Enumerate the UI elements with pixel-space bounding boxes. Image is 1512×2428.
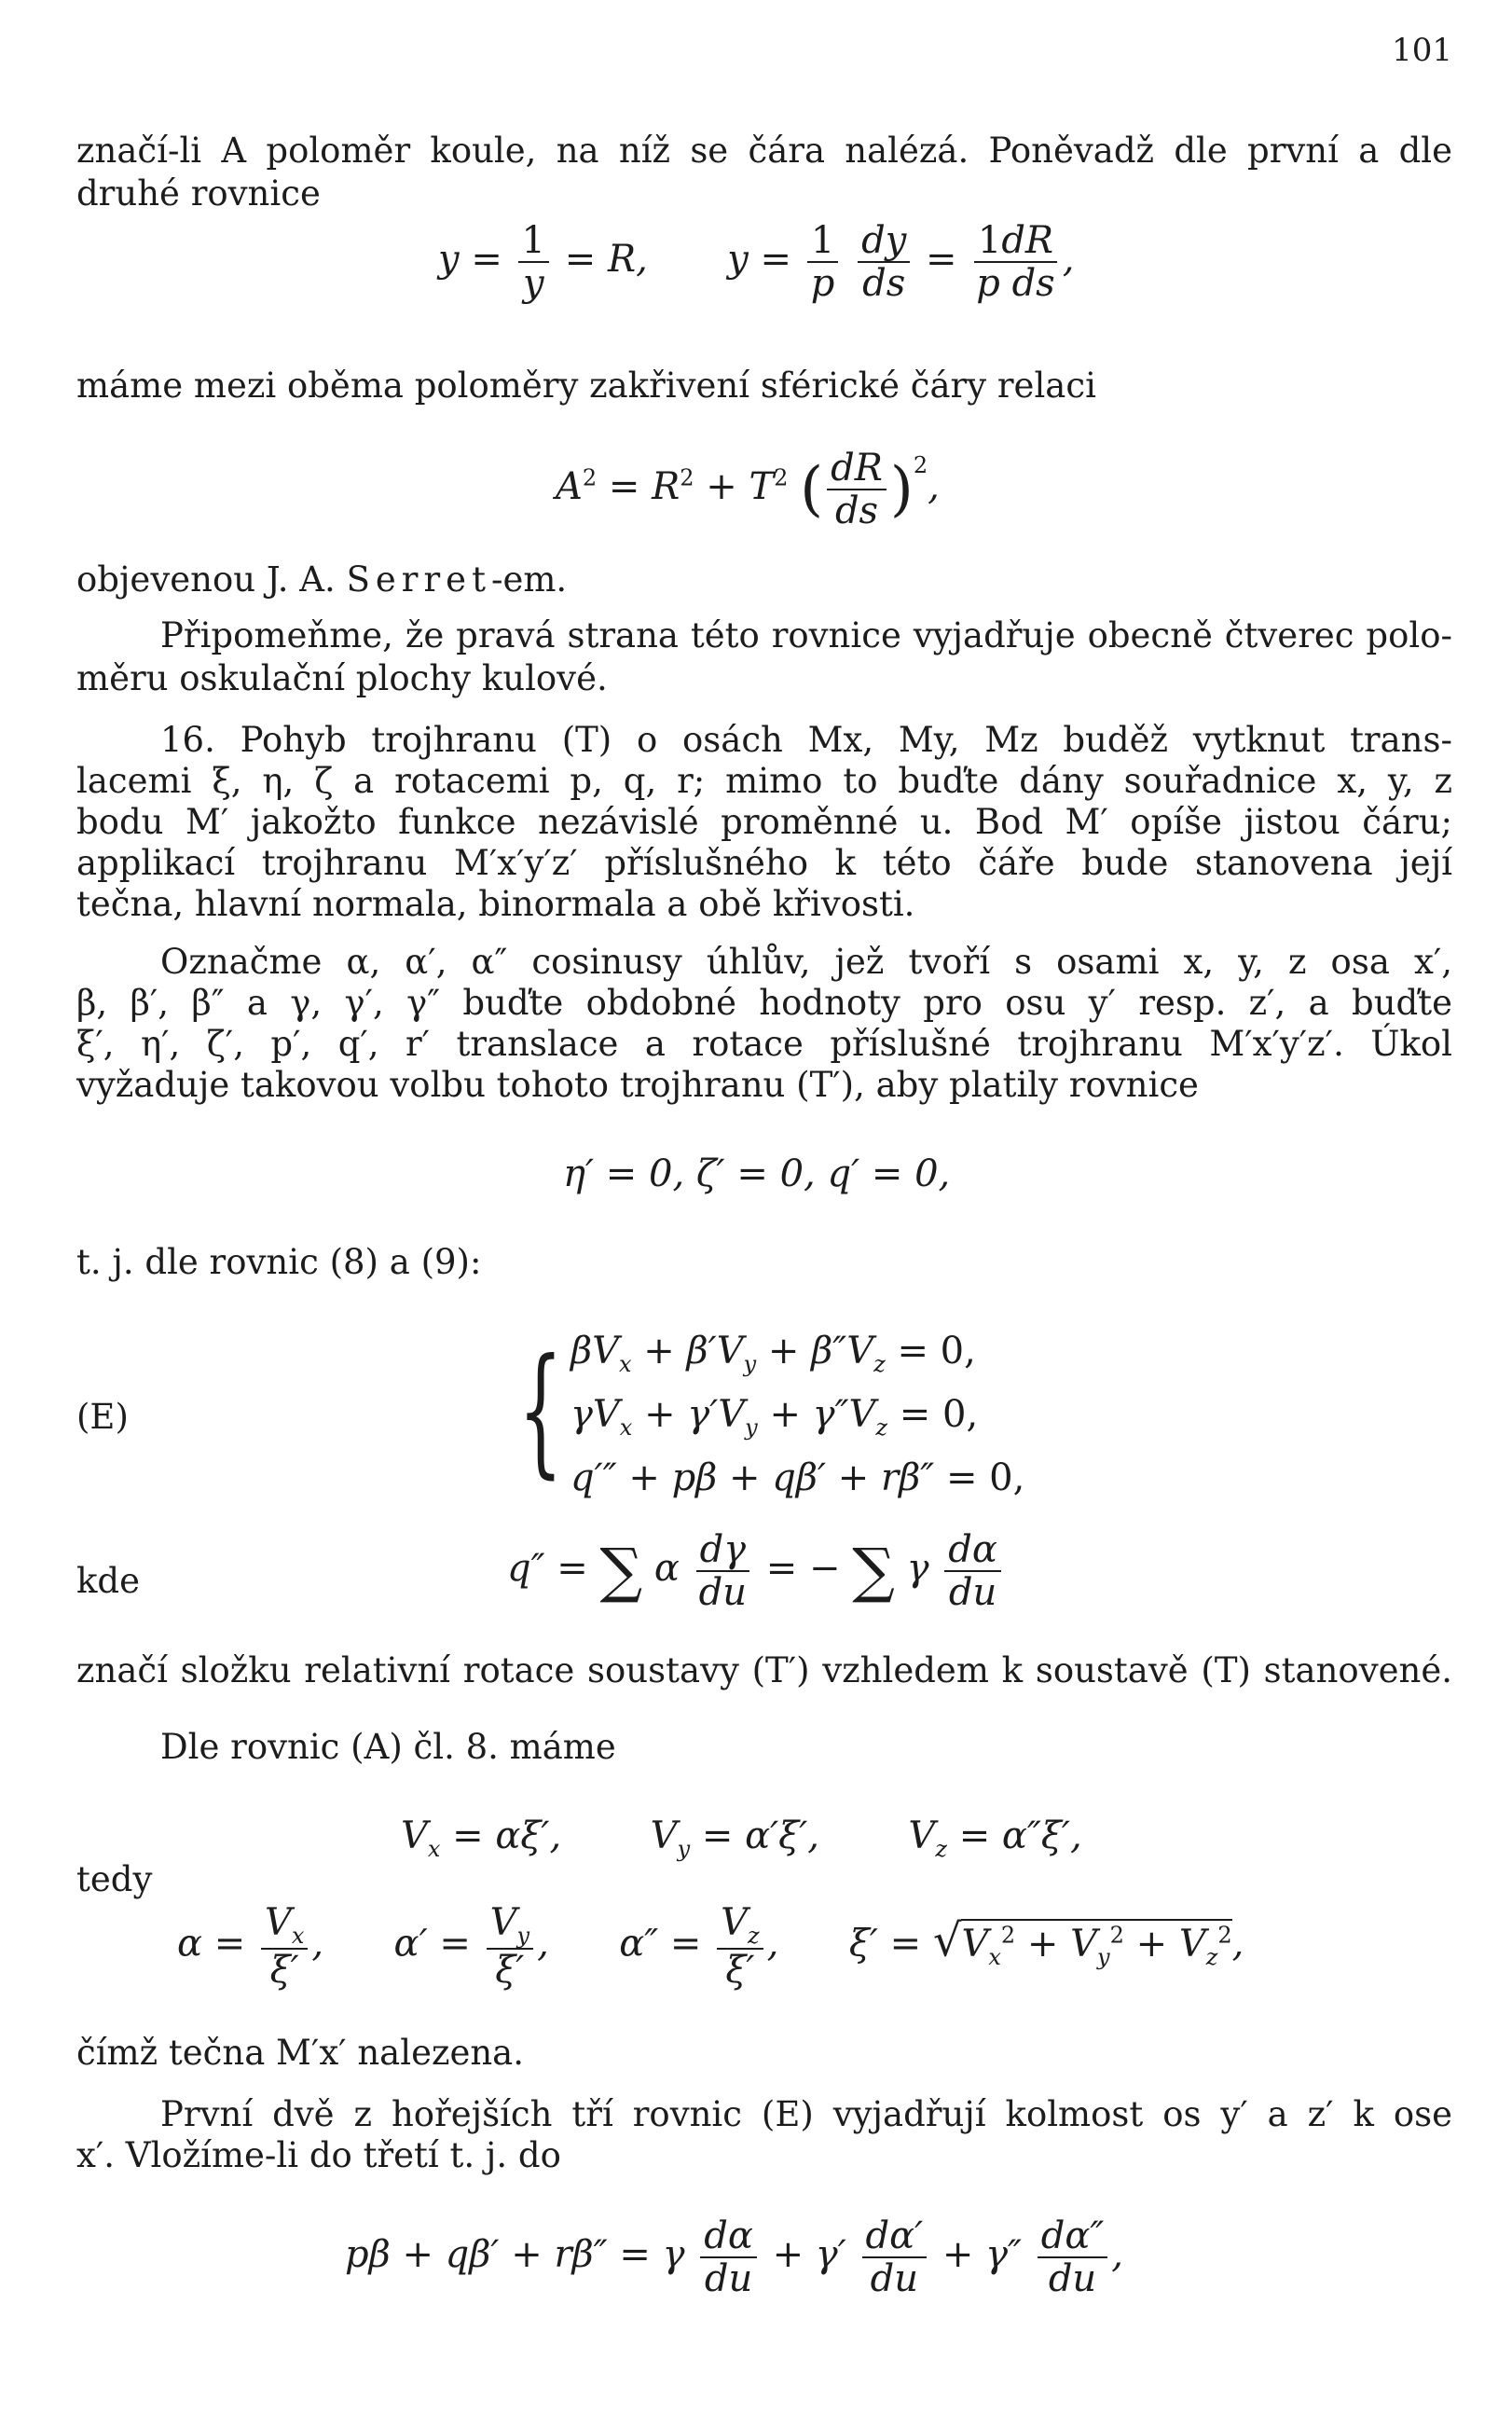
text-line: Dle rovnic (A) čl. 8. máme: [160, 1727, 616, 1767]
label-tedy: tedy: [76, 1859, 153, 1899]
equation-direction-cosines: α = $\frac{V_x}{\xi'}$ , α′ = $\frac{V_y}{\xi'}$ , α″ = $\frac{V_z}{\xi'}$ , $\xi' = √V_x^2 + V_y^2 + V_z^2$,: [177, 1901, 1244, 1993]
equation-relative-rotation: q″ = ∑ α $\frac{d\gamma}{du}$ = − ∑ γ $\frac{d\alpha}{du}$: [507, 1529, 1005, 1613]
equation-velocities: $V_x = \alpha\xi'$, $V_y = \alpha'\xi'$, $V_z = \alpha''\xi'$,: [401, 1814, 1082, 1862]
text-line: značí složku relativní rotace soustavy (T′) vzhledem k soustavě (T) stanovené.: [76, 1650, 1452, 1690]
equation-E2: $\gamma V_x + \gamma'V_y + \gamma''V_z = 0$,: [570, 1393, 979, 1441]
brace-symbol: {: [518, 1330, 563, 1492]
text-line: β, β′, β″ a γ, γ′, γ″ buďte obdobné hodnoty pro osu y′ resp. z′, a buďte: [76, 983, 1452, 1023]
text-line: 16. Pohyb trojhranu (T) o osách Mx, My, Mz buděž vytknut trans-: [160, 720, 1452, 760]
label-kde: kde: [76, 1561, 141, 1601]
text-line: t. j. dle rovnic (8) a (9):: [76, 1242, 482, 1282]
text-line: tečna, hlavní normala, binormala a obě křivosti.: [76, 884, 915, 924]
text-line: čímž tečna M′x′ nalezena.: [76, 2033, 525, 2073]
equation-serret: $A^2 = R^2 + T^2$ ( $\frac{dR}{ds}$ )$^2$,: [556, 447, 940, 532]
text-line: měru oskulační plochy kulové.: [76, 658, 608, 698]
text-line: druhé rovnice: [76, 173, 321, 214]
text-line: máme mezi oběma poloměry zakřivení sférické čáry relaci: [76, 366, 1096, 406]
text-line: ξ′, η′, ζ′, p′, q′, r′ translace a rotace příslušné trojhranu M′x′y′z′. Úkol: [76, 1024, 1452, 1064]
equation-conditions: η′ = 0, ζ′ = 0, q′ = 0,: [563, 1152, 951, 1195]
equation-final: pβ + qβ′ + rβ″ = γ $\frac{d\alpha}{du}$ + γ′ $\frac{d\alpha'}{du}$ + γ″ $\frac{d\alpha''}{du}$ ,: [345, 2214, 1123, 2300]
text-line: První dvě z hořejších tří rovnic (E) vyjadřují kolmost os y′ a z′ k ose: [160, 2094, 1452, 2134]
equation-E3: q′″ + pβ + qβ′ + rβ″ = 0,: [570, 1456, 1025, 1499]
equation-curvature: y = $\frac{1}{y}$ = R, y = $\frac{1}{p}$ $\frac{dy}{ds}$ = $\frac{1dR}{\text{p ds}}$ ,: [438, 219, 1075, 305]
text-line: vyžaduje takovou volbu tohoto trojhranu (T′), aby platily rovnice: [76, 1065, 1199, 1105]
text-line: značí-li A poloměr koule, na níž se čára nalézá. Poněvadž dle první a dle: [76, 131, 1452, 171]
text-line: Označme α, α′, α″ cosinusy úhlův, jež tvoří s osami x, y, z osa x′,: [160, 942, 1452, 982]
text-line: objevenou J. A. Serret-em.: [76, 559, 568, 600]
equation-label-E: (E): [76, 1397, 129, 1437]
text-line: lacemi ξ, η, ζ a rotacemi p, q, r; mimo to buďte dány souřadnice x, y, z: [76, 761, 1452, 801]
text-line: applikací trojhranu M′x′y′z′ příslušného k této čáře bude stanovena její: [76, 843, 1452, 883]
text-line: x′. Vložíme-li do třetí t. j. do: [76, 2135, 561, 2175]
page-number: 101: [1392, 32, 1452, 69]
text-line: bodu M′ jakožto funkce nezávislé proměnné u. Bod M′ opíše jistou čáru;: [76, 802, 1452, 842]
text-line: Připomeňme, že pravá strana této rovnice vyjadřuje obecně čtverec polo-: [160, 615, 1452, 655]
equation-E1: $\beta V_x + \beta'V_y + \beta''V_z = 0$,: [570, 1330, 976, 1377]
